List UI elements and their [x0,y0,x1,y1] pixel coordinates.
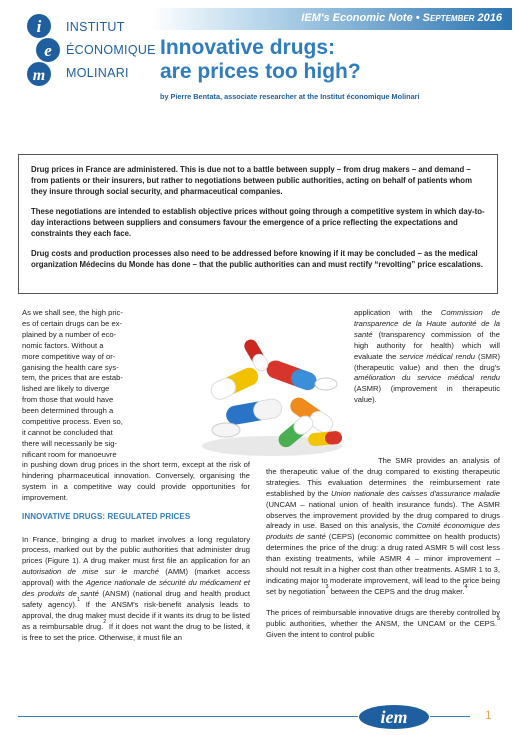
right-column [266,456,500,649]
pills-image [196,334,348,458]
footnote-ref: 5 [496,615,500,622]
header-bar [150,8,512,30]
byline: by Pierre Bentata, associate researcher at the Institut économique Molinari [160,92,420,101]
left-paragraph-cont: in pushing down drug prices in the short term, except at the risk of hindering pharmaceutical innovation. Conversely, organising the system in a competitive way could provide opportunities for improvement. [22,460,250,502]
footnote-ref: 1 [77,596,81,603]
right-paragraph-1: application with the Commission de transparence de la Haute autorité de la santé (transparency commission of the high authority for health) which will evaluate the service médical rendu (SMR) (therapeutic value) and then the drug's amélioration du service médical rendu (ASMR) (improvement in therapeutic value). [354,308,500,405]
page-title: Innovative drugs: are prices too high? [160,36,361,83]
right-paragraph-2: The SMR provides an analysis of the therapeutic value of the drug compared to existing therapeutic strategies. This evaluation determines the reimbursement rate established by the Union nationale des caisses d'assurance maladie (UNCAM – national union of health insurance funds). The ASMR observes the improvement provided by the drug compared to drugs already in use. Based on this analysis, the Comité économique des produits de santé (CEPS) (economic committee on health products) determines the price of the drug: a drug rated ASMR 5 will cost less than existing treatments, while ASMR 4 – minor improvement – should not result in a higher cost than other treatments. ASMR 1 to 3, indicating major to moderate improvement, will lead to the price being set by negotiation$^3$ between the CEPS and the drug maker.$^4$ [266,456,500,596]
page-number: 1 [485,708,492,722]
right-column-wrap [354,308,500,406]
right-paragraph-3: The prices of reimbursable innovative drugs are thereby controlled by public authorities, whether the ANSM, the UNCAM or the CEPS.$^5$ Given the intent to control public [266,607,500,639]
footnote-ref: 3 [325,583,329,590]
summary-paragraph: Drug costs and production processes also need to be addressed before knowing if it may be concluded – as the medical organization Médecins du Monde has done – that the public authorities can and must rectify “revolting” price escalations. [31,249,483,269]
summary-paragraph: These negotiations are intended to establish objective prices without going through a competitive system in which day-to-day interactions between suppliers and consumers favour the emergence of a price reflecting the expectations and constraints they each face. [31,207,485,238]
section-heading: INNOVATIVE DRUGS: REGULATED PRICES [22,511,191,521]
summary-box [18,154,498,294]
footer-rule [430,716,470,717]
left-column [22,460,250,652]
logo-letter-m: m [32,67,46,84]
footnote-ref: 2 [103,618,107,625]
header-note-label: IEM's Economic Note • September 2016 [301,12,502,24]
logo-letter-i: i [36,17,42,36]
logo-letter-e: e [44,41,52,60]
left-column-wrap: As we shall see, the high pric- es of certain drugs can be ex- plained by a number of eco- nomic factors. Without a more competitive way of or- ganising the health care sys- tem, the prices that are estab- lished are likely to diverge from those that would have been determined through a competitive process. Even so, it cannot be concluded that there will necessarily be sig- nificant room for manoeuvre [22,308,123,459]
footer-logo [358,704,430,730]
footer-rule [18,716,358,717]
footnote-ref: 4 [464,583,468,590]
summary-paragraph: Drug prices in France are administered. This is due not to a battle between supply – from drug makers – and demand – from patients or their insurers, but rather to negotiations between public authorities, acting on behalf of patients whom they insure through social security, and pharmaceutical companies. [31,165,472,196]
svg-text:iem: iem [380,707,408,727]
left-paragraph-2: In France, bringing a drug to market involves a long regulatory process, marked out by the public authorities that administer drug prices (Figure 1). A drug maker must first file an application for an autorisation de mise sur le marché (AMM) (market access approval) with the Agence nationale de sécurité du médicament et des produits de santé (ANSM) (national drug and health product safety agency).$^1$ If the ANSM's risk-benefit analysis leads to approval, the drug maker must decide if it wants its drug to be listed as a reimbursable drug.$^2$ If it does not want the drug to be listed, it is free to set the price. Otherwise, it must file an [22,534,251,642]
logo-institution-name: INSTITUT ÉCONOMIQUE MOLINARI [66,20,156,80]
